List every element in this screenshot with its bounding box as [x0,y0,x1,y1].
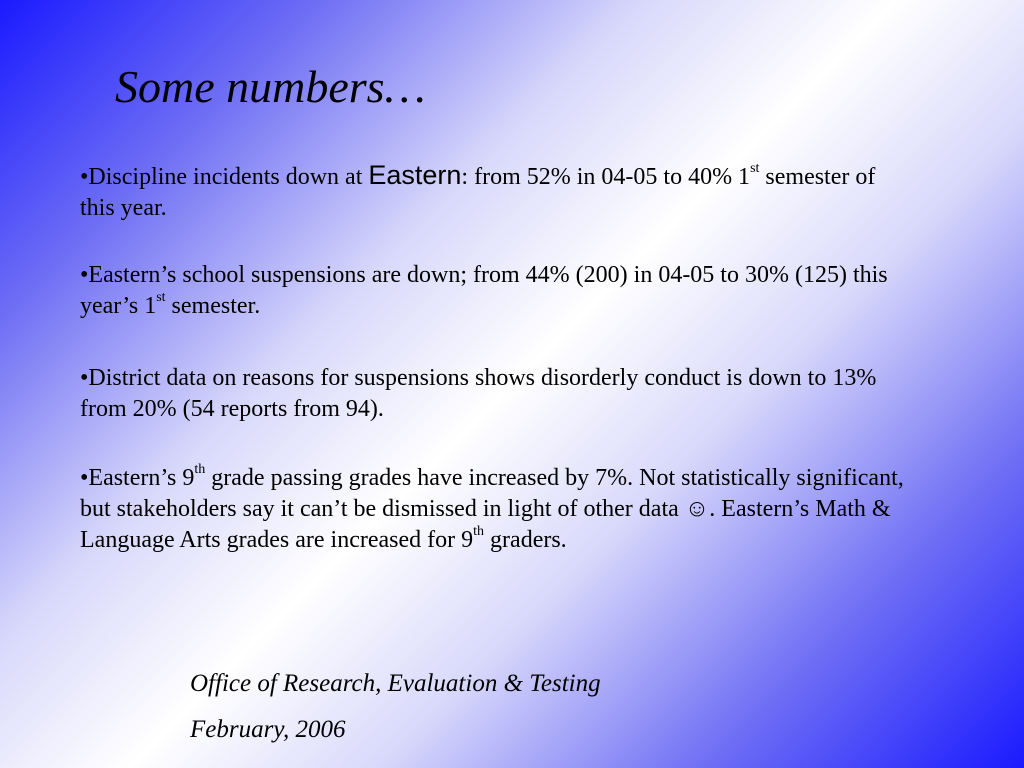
smiley-icon: ☺ [684,496,710,522]
bullet-text: Discipline incidents down at [88,164,369,190]
bullet-marker: • [80,262,89,288]
bullet-text: grade passing grades have increased by 7%. Not statistically significant, but stakeholders say it can’t be dismissed in light of other data [80,465,904,522]
ordinal-suffix: st [156,290,166,305]
bullet-marker: • [80,164,89,190]
bullet-text: : from 52% in 04-05 to 40% 1 [461,164,751,190]
ordinal-suffix: th [473,524,485,539]
ordinal-suffix: th [194,462,206,477]
bullet-text: semester. [165,293,261,319]
bullet-text: . Eastern’s Math & Language Arts grades are increased for 9 [80,496,891,553]
bullet-marker: • [80,365,89,391]
slide-title: Some numbers… [115,61,426,112]
bullet-text: semester of this year. [80,164,876,221]
ordinal-suffix: st [750,161,760,176]
bullet-text: Eastern’s school suspensions are down; from 44% (200) in 04-05 to 30% (125) this year’s 1 [80,262,888,319]
bullet-text: graders. [484,527,567,553]
bullet-text: Eastern’s 9 [88,465,195,491]
bullet-marker: • [80,465,89,491]
eastern-highlight: Eastern [368,160,462,190]
bullet-passing-grades [80,463,910,556]
footer-office: Office of Research, Evaluation & Testing [190,670,601,697]
bullet-text: District data on reasons for suspensions shows disorderly conduct is down to 13% from 20% (54 reports from 94). [80,365,877,422]
footer-date: February, 2006 [190,716,346,743]
bullet-school-suspensions [80,260,910,322]
bullet-district-data [80,363,910,425]
bullet-discipline-incidents [80,160,910,224]
